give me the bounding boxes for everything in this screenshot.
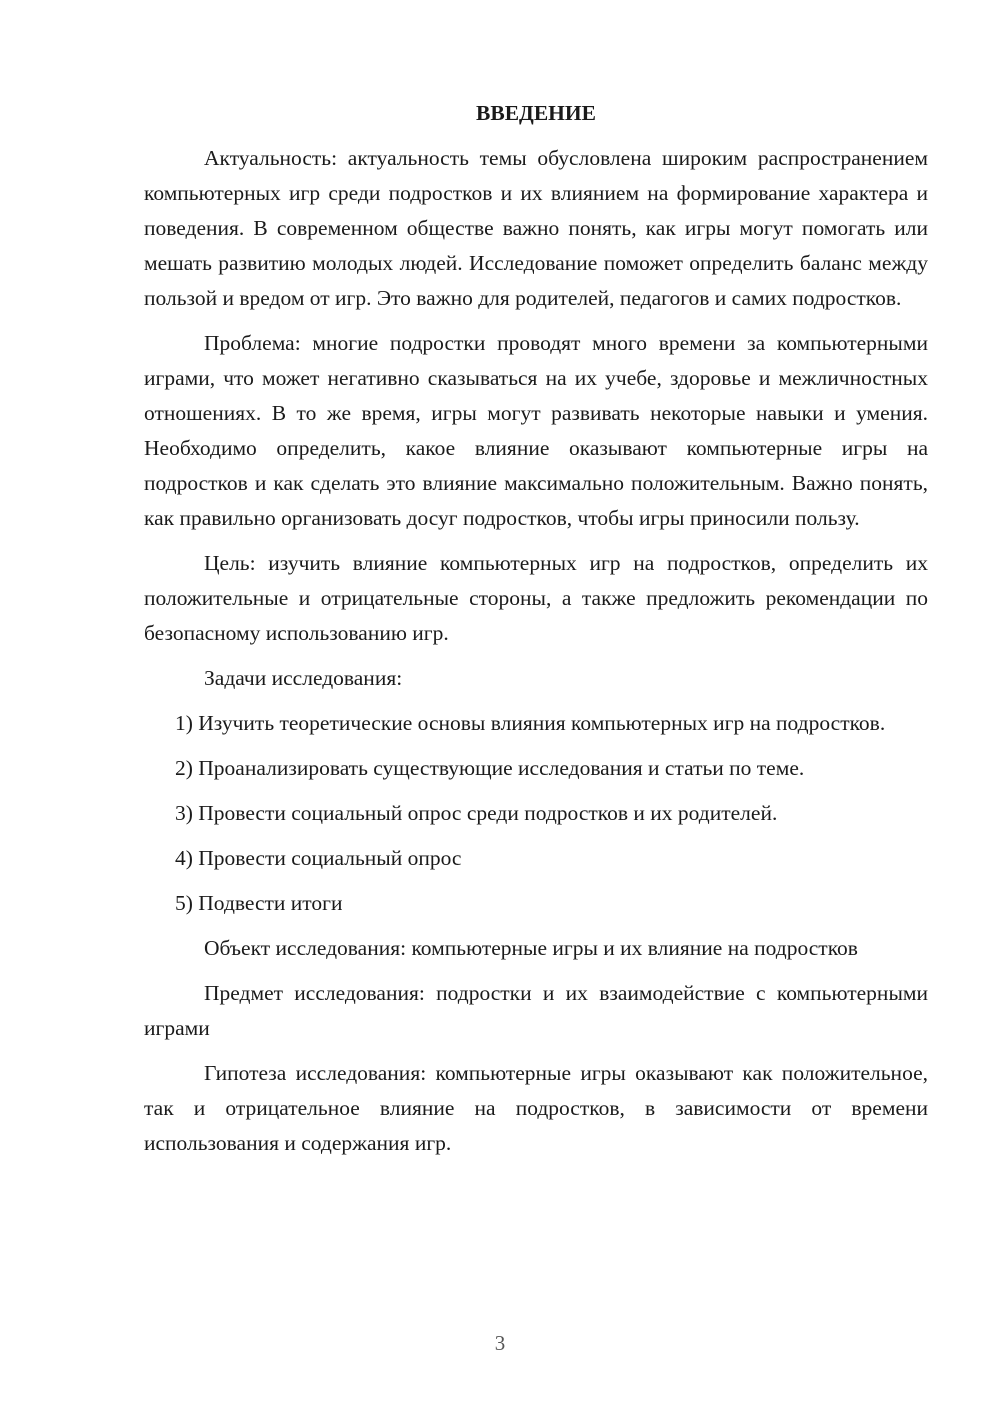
- list-item: 5) Подвести итоги: [175, 891, 343, 915]
- document-page: [144, 96, 928, 1171]
- tasks-list: [144, 706, 928, 921]
- paragraph-problem: Проблема: многие подростки проводят много времени за компьютерными играми, что может негативно сказываться на их учебе, здоровье и межличностных отношениях. В то же время, игры могут развивать некоторые навыки и умения. Необходимо определить, какое влияние оказывают компьютерные игры на подростков и как сделать это влияние максимально положительным. Важно понять, как правильно организовать досуг подростков, чтобы игры приносили пользу.: [144, 331, 928, 530]
- paragraph-relevance: Актуальность: актуальность темы обусловлена широким распространением компьютерных игр среди подростков и их влиянием на формирование характера и поведения. В современном обществе важно понять, как игры могут помогать или мешать развитию молодых людей. Исследование поможет определить баланс между пользой и вредом от игр. Это важно для родителей, педагогов и самих подростков.: [144, 146, 928, 310]
- list-item: 2) Проанализировать существующие исследования и статьи по теме.: [175, 756, 805, 780]
- list-item: 4) Провести социальный опрос: [175, 846, 462, 870]
- paragraph-subject: Предмет исследования: подростки и их взаимодействие с компьютерными играми: [144, 981, 928, 1040]
- paragraph-goal: Цель: изучить влияние компьютерных игр на подростков, определить их положительные и отрицательные стороны, а также предложить рекомендации по безопасному использованию игр.: [144, 551, 928, 645]
- page-number: 3: [494, 1331, 506, 1355]
- paragraph-object: Объект исследования: компьютерные игры и их влияние на подростков: [204, 936, 858, 960]
- paragraph-hypothesis: Гипотеза исследования: компьютерные игры оказывают как положительное, так и отрицательное влияние на подростков, в зависимости от времени использования и содержания игр.: [144, 1061, 928, 1155]
- tasks-heading: Задачи исследования:: [204, 666, 403, 690]
- list-item: 3) Провести социальный опрос среди подростков и их родителей.: [175, 801, 778, 825]
- list-item: 1) Изучить теоретические основы влияния компьютерных игр на подростков.: [175, 711, 886, 735]
- section-title: ВВЕДЕНИЕ: [476, 101, 596, 125]
